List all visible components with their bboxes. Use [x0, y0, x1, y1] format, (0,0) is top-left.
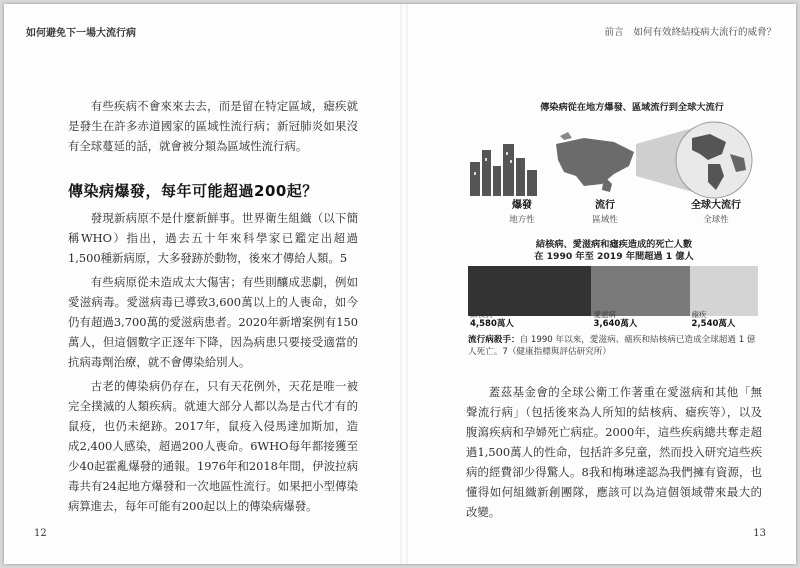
- paragraph-1: 發現新病原不是什麼新鮮事。世界衛生組織（以下簡稱WHO）指出，過去五十年來科學家已鑑定出超過1,500種新病原，大多發跡於動物，後來才傳給人類。5: [68, 211, 358, 265]
- running-header-left: 如何避免下一場大流行病: [26, 28, 136, 39]
- stage-outbreak-label: 爆發: [512, 200, 532, 211]
- page-gutter: [400, 4, 408, 564]
- chart-title-block: [466, 239, 762, 263]
- paragraph-3: 古老的傳染病仍存在，只有天花例外，天花是唯一被完全撲滅的人類疾病。就連大部分人都以為是古代才有的鼠疫，也仍未絕跡。2017年，鼠疫入侵馬達加斯加，造成2,400人感染，超過200人喪命。6WHO每年都接獲至少40起霍亂爆發的通報。1976年和2018年間，伊波拉病毒共有24起地方爆發和一次地區性流行。如果把小型傳染病算進去，每年可能有200起以上的傳染病爆發。: [68, 379, 358, 513]
- segment-value-2: 3,640萬人: [593, 319, 638, 329]
- stage-outbreak-sub: 地方性: [509, 215, 535, 225]
- intro-text: 有些疾病不會來來去去，而是留在特定區域，瘧疾就是發生在許多赤道國家的區域性流行病；新冠肺炎如果沒有全球蔓延的話，就會被分類為區域性流行病。: [68, 99, 358, 153]
- caption-lead: 流行病殺手：: [468, 335, 520, 345]
- right-page-body: [466, 382, 762, 522]
- book-spread: [4, 4, 796, 564]
- segment-category-3: 瘧疾: [691, 310, 707, 319]
- segment-value-3: 2,540萬人: [691, 319, 736, 329]
- stage-epidemic-label: 流行: [595, 200, 615, 211]
- header-chapter-title: 如何有效終結疫病大流行的威脅？: [633, 27, 776, 38]
- running-header-right: [604, 24, 776, 38]
- right-paragraph: 蓋茲基金會的全球公衛工作著重在愛滋病和其他「無聲流行病」（包括後來為人所知的結核病、瘧疾等），以及腹瀉疾病和孕婦死亡病症。2000年，這些疾病總共奪走超過1,500萬人的性命，包括許多兒童，然而投入研究這些疾病的經費卻少得驚人。8我和梅琳達認為我們擁有資源，也懂得如何組織新創團隊，應該可以為這個領域帶來最大的改變。: [466, 385, 762, 519]
- section-heading: 傳染病爆發，每年可能超過200起？: [68, 182, 318, 200]
- segment-label-2: [593, 310, 637, 329]
- bar-segment-3: [690, 266, 758, 316]
- city-icon: [470, 144, 537, 196]
- figure-caption: [468, 334, 762, 358]
- infographic-title: 傳染病從在地方爆發、區域流行到全球大流行: [540, 102, 724, 113]
- bar-segment-2: [591, 266, 689, 316]
- region-map-icon: [556, 132, 634, 192]
- header-section-label: 前言: [604, 27, 624, 38]
- stage-epidemic-sub: 區域性: [592, 215, 618, 225]
- section-body: [68, 208, 358, 516]
- segment-category-1: 結核病: [470, 310, 493, 319]
- stage-outbreak: [487, 196, 557, 225]
- stage-pandemic-sub: 全球性: [703, 215, 729, 225]
- segment-category-2: 愛滋病: [593, 310, 616, 319]
- segment-label-1: [470, 310, 514, 329]
- segment-label-3: [692, 310, 736, 329]
- stacked-bar: [468, 266, 758, 316]
- caption-text: 自 1990 年以來，愛滋病、瘧疾和結核病已造成全球超過 1 億人死亡。7（健康指標與評估研究所）: [468, 335, 756, 357]
- spread-illustration: [464, 114, 764, 204]
- chart-subtitle: 在 1990 年至 2019 年間超過 1 億人: [534, 251, 694, 262]
- stage-pandemic: [681, 196, 751, 225]
- segment-value-1: 4,580萬人: [470, 319, 514, 329]
- chart-title: 結核病、愛滋病和瘧疾造成的死亡人數: [535, 239, 693, 250]
- stage-pandemic-label: 全球大流行: [691, 200, 741, 211]
- globe-icon: [676, 122, 752, 198]
- paragraph-2: 有些病原從未造成太大傷害；有些則釀成悲劇，例如愛滋病毒。愛滋病毒已導致3,600萬以上的人喪命，如今仍有超過3,700萬的愛滋病患者。2020年新增案例有150萬人，但這個數字正逐年下降，因為病患只要接受適當的抗病毒劑治療，就不會傳染給別人。: [68, 275, 358, 369]
- bar-segment-1: [468, 266, 591, 316]
- page-number-right: 13: [753, 528, 766, 539]
- intro-paragraph: [68, 96, 358, 156]
- page-number-left: 12: [34, 528, 47, 539]
- stage-epidemic: [570, 196, 640, 225]
